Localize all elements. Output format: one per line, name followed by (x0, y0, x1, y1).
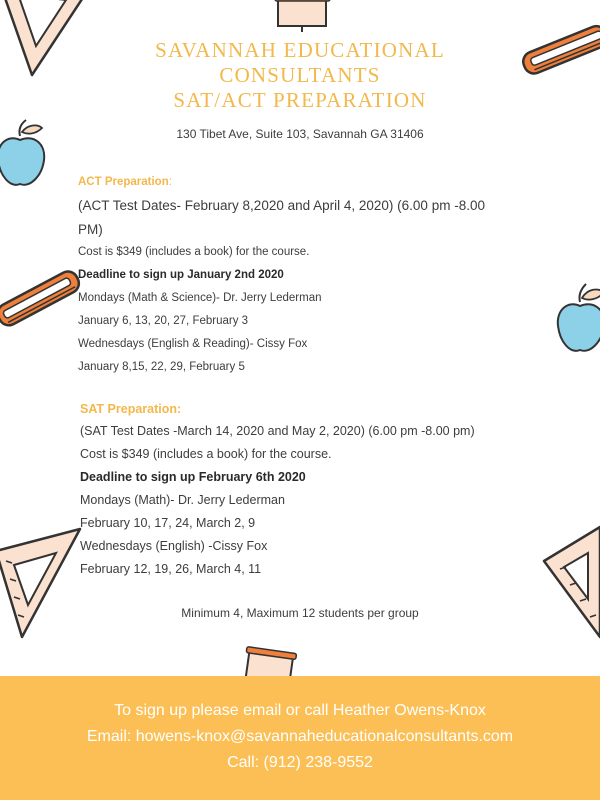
act-wednesday-dates: January 8,15, 22, 29, February 5 (78, 361, 245, 373)
email-contact[interactable]: Email: howens-knox@savannaheducationalconsultants.com (86, 728, 514, 745)
sat-test-dates: (SAT Test Dates -March 14, 2020 and May 2, 2020) (6.00 pm -8.00 pm) (80, 424, 475, 438)
sat-section (80, 402, 530, 585)
triangle-ruler-icon (540, 525, 600, 640)
sat-heading: SAT Preparation: (80, 402, 182, 416)
title-line: SAVANNAH EDUCATIONAL (155, 38, 445, 62)
sat-cost: Cost is $349 (includes a book) for the course. (80, 447, 332, 461)
triangle-ruler-icon (0, 525, 88, 645)
act-test-dates-cont: PM) (78, 222, 103, 237)
group-size-note: Minimum 4, Maximum 12 students per group (181, 606, 419, 620)
sat-mondays: Mondays (Math)- Dr. Jerry Lederman (80, 493, 285, 507)
act-mondays: Mondays (Math & Science)- Dr. Jerry Lederman (78, 292, 322, 304)
sat-wednesday-dates: February 12, 19, 26, March 4, 11 (80, 562, 262, 576)
act-heading-text: ACT Preparation (78, 176, 169, 188)
signup-instruction: To sign up please email or call Heather Owens-Knox (114, 702, 486, 719)
act-test-dates: (ACT Test Dates- February 8,2020 and April 4, 2020) (6.00 pm -8.00 (78, 198, 485, 213)
act-heading-colon: : (168, 176, 172, 188)
act-deadline: Deadline to sign up January 2nd 2020 (78, 269, 284, 281)
title-line: CONSULTANTS (219, 63, 381, 87)
page-title (0, 38, 600, 113)
stapler-icon (0, 262, 82, 334)
projector-screen-icon (272, 0, 334, 34)
act-section (78, 176, 528, 384)
act-heading (78, 176, 528, 198)
act-cost: Cost is $349 (includes a book) for the course. (78, 246, 310, 258)
projector-screen-icon (242, 646, 298, 680)
act-wednesdays: Wednesdays (English & Reading)- Cissy Fox (78, 338, 308, 350)
sat-deadline: Deadline to sign up February 6th 2020 (80, 470, 306, 484)
address: 130 Tibet Ave, Suite 103, Savannah GA 31406 (176, 127, 424, 141)
apple-icon (554, 282, 600, 356)
title-line: SAT/ACT PREPARATION (173, 88, 427, 112)
contact-footer (0, 676, 600, 800)
sat-wednesdays: Wednesdays (English) -Cissy Fox (80, 539, 268, 553)
phone-contact[interactable]: Call: (912) 238-9552 (227, 754, 373, 771)
sat-monday-dates: February 10, 17, 24, March 2, 9 (80, 516, 256, 530)
act-monday-dates: January 6, 13, 20, 27, February 3 (78, 315, 249, 327)
